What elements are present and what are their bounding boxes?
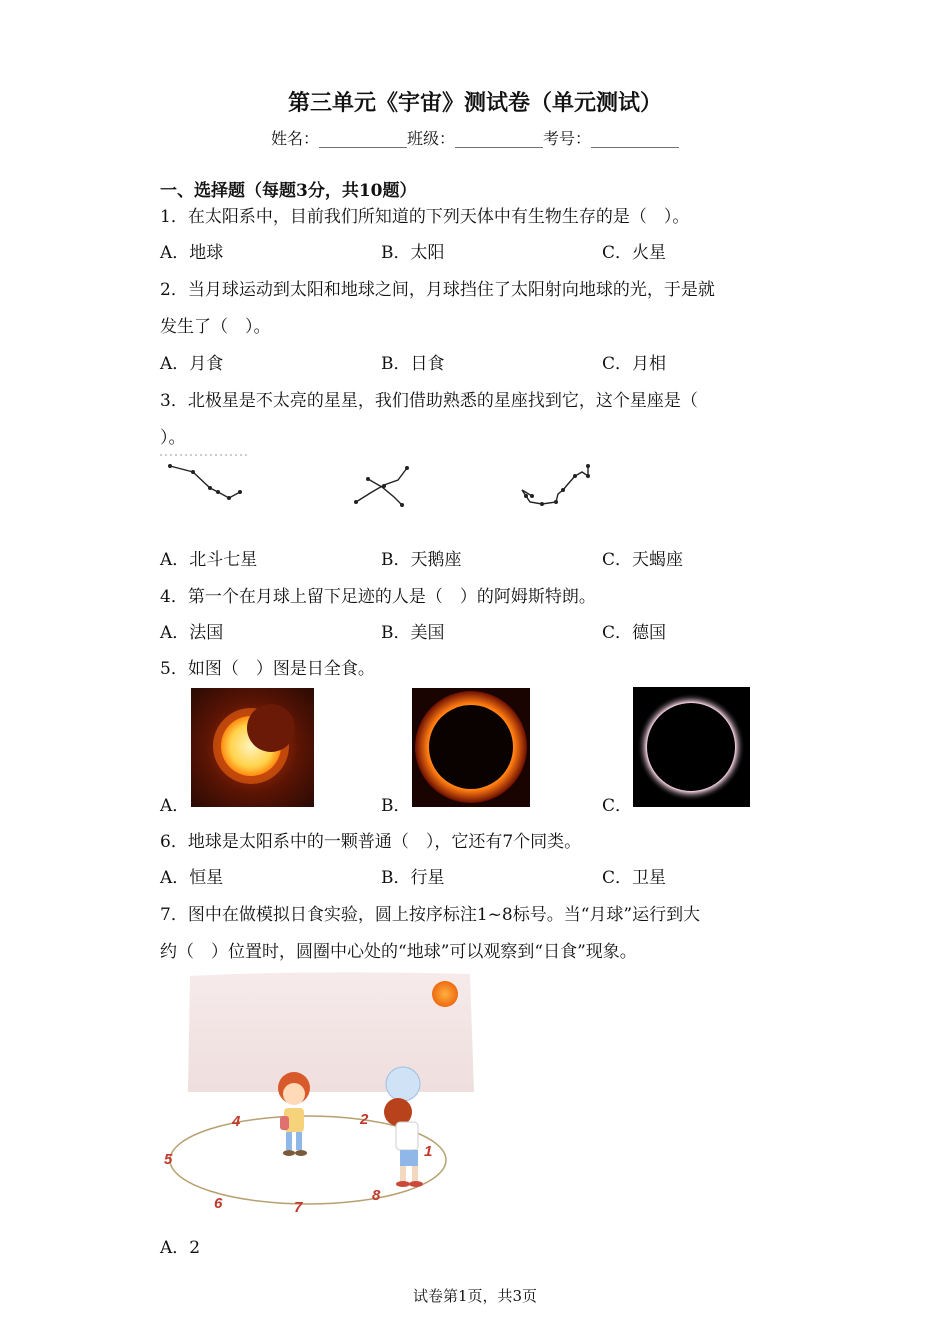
- q3-option-a: A．北斗七星: [160, 550, 258, 570]
- scorpius-constellation-image: [518, 458, 598, 510]
- q2-option-a: A．月食: [160, 354, 224, 374]
- question-5-stem: 5．如图（ ）图是日全食。: [160, 659, 375, 679]
- q1-option-a: A．地球: [160, 243, 224, 263]
- question-3-stem-cont: ）。: [160, 428, 186, 448]
- orbit-label-4: 4: [232, 1113, 241, 1130]
- q4-option-a: A．法国: [160, 623, 224, 643]
- partial-eclipse-photo: [191, 688, 314, 807]
- orbit-label-1: 1: [424, 1143, 433, 1160]
- q4-option-c: C．德国: [602, 623, 667, 643]
- question-3-stem: 3．北极星是不太亮的星星，我们借助熟悉的星座找到它，这个星座是（: [160, 391, 698, 411]
- question-1-stem: 1．在太阳系中，目前我们所知道的下列天体中有生物生存的是（ ）。: [160, 207, 690, 227]
- q2-option-b: B．日食: [381, 354, 445, 374]
- page-title: 第三单元《宇宙》测试卷（单元测试）: [287, 90, 662, 116]
- question-7-stem: 7．图中在做模拟日食实验，圆上按序标注1~8标号。当“月球”运行到大: [160, 905, 701, 925]
- question-7-stem-cont: 约（ ）位置时，圆圈中心处的“地球”可以观察到“日食”现象。: [160, 942, 637, 962]
- q2-option-c: C．月相: [602, 354, 667, 374]
- section-heading: 一、选择题（每题3分，共10题）: [160, 181, 417, 201]
- student-info-line: 姓名：___________班级：___________考号：___________: [270, 129, 679, 148]
- q7-option-a: A．2: [160, 1238, 201, 1258]
- q6-option-c: C．卫星: [602, 868, 667, 888]
- child-moon-figure: [384, 1067, 423, 1187]
- solar-eclipse-simulation-image: [160, 970, 480, 1220]
- q6-option-a: A．恒星: [160, 868, 224, 888]
- orbit-label-6: 6: [214, 1195, 223, 1212]
- page-footer: 试卷第1页，共3页: [412, 1287, 538, 1305]
- orbit-label-7: 7: [294, 1199, 303, 1216]
- cygnus-constellation-image: [350, 460, 420, 510]
- q3-option-b: B．天鹅座: [381, 550, 462, 570]
- orbit-label-5: 5: [164, 1151, 173, 1168]
- q5-option-a: A．: [160, 796, 190, 816]
- q3-option-c: C．天蝎座: [602, 550, 684, 570]
- child-earth-figure: [278, 1072, 310, 1156]
- total-eclipse-photo: [633, 687, 750, 807]
- question-6-stem: 6．地球是太阳系中的一颗普通（ ），它还有7个同类。: [160, 832, 582, 852]
- orbit-label-8: 8: [372, 1187, 381, 1204]
- q1-option-b: B．太阳: [381, 243, 445, 263]
- q6-option-b: B．行星: [381, 868, 445, 888]
- big-dipper-constellation-image: [160, 452, 250, 508]
- sun-icon: [432, 981, 458, 1007]
- q5-option-c: C．: [602, 796, 633, 816]
- q5-option-b: B．: [381, 796, 411, 816]
- q1-option-c: C．火星: [602, 243, 667, 263]
- question-2-stem: 2．当月球运动到太阳和地球之间，月球挡住了太阳射向地球的光，于是就: [160, 280, 715, 300]
- annular-eclipse-photo: [412, 688, 530, 807]
- question-2-stem-cont: 发生了（ ）。: [160, 317, 271, 337]
- q4-option-b: B．美国: [381, 623, 445, 643]
- orbit-label-2: 2: [360, 1111, 369, 1128]
- question-4-stem: 4．第一个在月球上留下足迹的人是（ ）的阿姆斯特朗。: [160, 587, 596, 607]
